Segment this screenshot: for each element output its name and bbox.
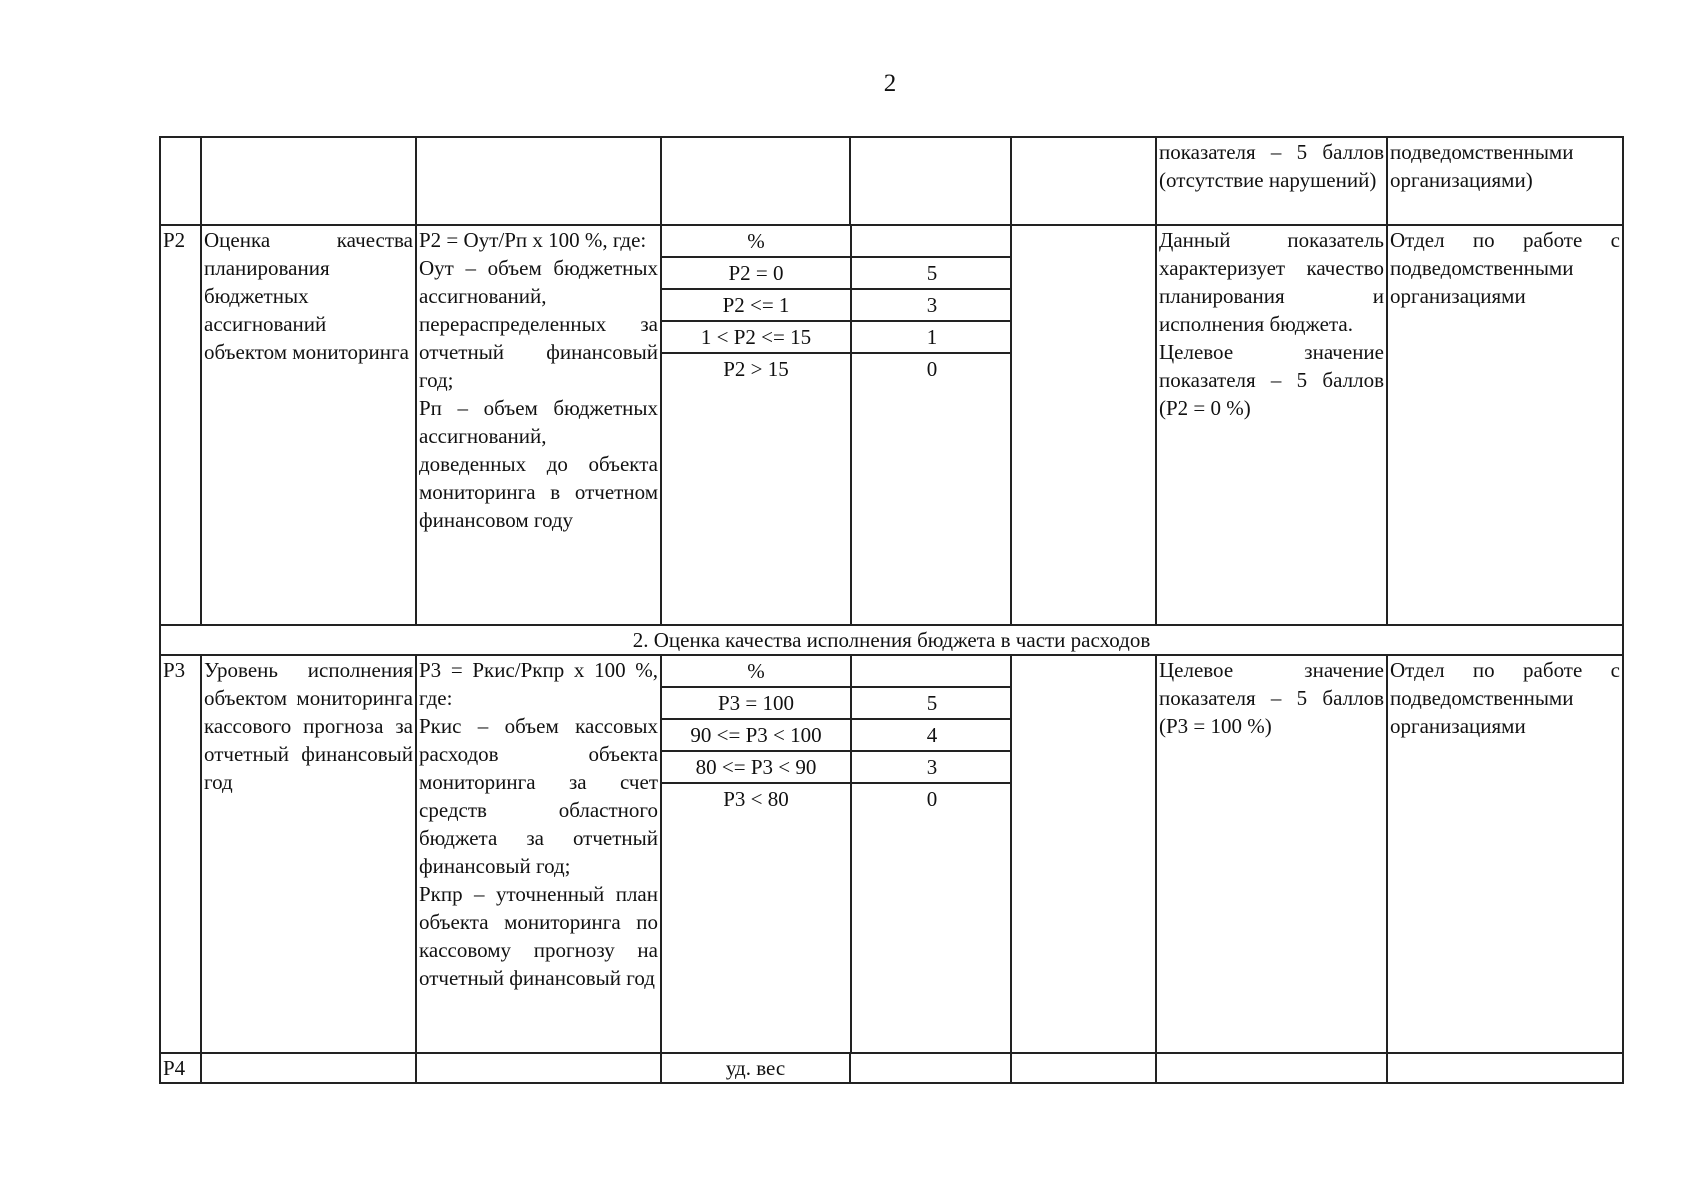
scale-condition: 80 <= P3 < 90 xyxy=(662,751,851,783)
indicators-table xyxy=(159,136,1624,1084)
scale-score: 3 xyxy=(851,751,1012,783)
target-description: Данный показатель характеризует качество планирования и исполнения бюджета. xyxy=(1159,228,1384,336)
criterion-cell xyxy=(201,137,416,225)
page-number: 2 xyxy=(883,70,897,97)
scale-condition: P3 = 100 xyxy=(662,687,851,719)
unit-label: % xyxy=(662,226,851,257)
formula-definition: Ркпр – уточненный план объекта мониторинга по кассовому прогнозу на отчетный финансовый год xyxy=(419,882,658,990)
table-row-p4 xyxy=(160,1053,1623,1083)
formula-definition: Рп – объем бюджетных ассигнований, доведенных до объекта мониторинга в отчетном финансовом году xyxy=(419,396,658,532)
target-cell: показателя – 5 баллов (отсутствие нарушений) xyxy=(1156,137,1387,225)
scale-header-row xyxy=(662,656,1012,687)
scale-score: 3 xyxy=(851,289,1012,321)
scale-condition: 1 < P2 <= 15 xyxy=(662,321,851,353)
empty-cell xyxy=(1011,655,1156,1053)
score-header xyxy=(851,656,1012,687)
scale-cell xyxy=(661,655,1011,1053)
target-cell xyxy=(1156,1053,1387,1083)
scale-condition: P3 < 80 xyxy=(662,783,851,1052)
scale-row xyxy=(662,687,1012,719)
empty-cell xyxy=(1011,137,1156,225)
scale-condition: P2 <= 1 xyxy=(662,289,851,321)
responsible-cell: Отдел по работе с подведомственными организациями xyxy=(1387,655,1623,1053)
formula-cell xyxy=(416,225,661,625)
row-id xyxy=(160,137,201,225)
table-row-p2 xyxy=(160,225,1623,625)
scale-score: 0 xyxy=(926,357,938,381)
criterion-cell: Оценка качества планирования бюджетных ассигнований объектом мониторинга xyxy=(201,225,416,625)
score-cell xyxy=(850,137,1011,225)
table-row-p3 xyxy=(160,655,1623,1053)
row-id: P4 xyxy=(160,1053,201,1083)
scale-row xyxy=(662,353,1012,624)
target-cell: Целевое значение показателя – 5 баллов (P3 = 100 %) xyxy=(1156,655,1387,1053)
formula-text: P3 = Ркис/Ркпр х 100 %, где: xyxy=(419,658,658,710)
unit-label: % xyxy=(662,656,851,687)
target-value: Целевое значение показателя – 5 баллов (P2 = 0 %) xyxy=(1159,340,1384,420)
responsible-cell: Отдел по работе с подведомственными организациями xyxy=(1387,225,1623,625)
table-row xyxy=(160,137,1623,225)
empty-cell xyxy=(1011,1053,1156,1083)
unit-cell xyxy=(661,137,850,225)
empty-cell xyxy=(1011,225,1156,625)
section-title: 2. Оценка качества исполнения бюджета в части расходов xyxy=(160,625,1623,655)
row-id: P3 xyxy=(160,655,201,1053)
scale-row xyxy=(662,751,1012,783)
score-cell xyxy=(850,1053,1011,1083)
scale-score: 0 xyxy=(926,787,938,811)
responsible-cell: подведомственными организациями) xyxy=(1387,137,1623,225)
target-cell xyxy=(1156,225,1387,625)
formula-cell xyxy=(416,655,661,1053)
scale-condition: P2 > 15 xyxy=(662,353,851,624)
scale-row xyxy=(662,321,1012,353)
scale-score: 5 xyxy=(851,257,1012,289)
unit-cell: уд. вес xyxy=(661,1053,850,1083)
formula-cell xyxy=(416,137,661,225)
scale-row xyxy=(662,257,1012,289)
formula-definition: Ркис – объем кассовых расходов объекта мониторинга за счет средств областного бюджета за отчетный финансовый год; xyxy=(419,714,658,878)
scale-score: 5 xyxy=(851,687,1012,719)
scale-header-row xyxy=(662,226,1012,257)
criterion-cell xyxy=(201,1053,416,1083)
scale-condition: 90 <= P3 < 100 xyxy=(662,719,851,751)
criterion-cell: Уровень исполнения объектом мониторинга кассового прогноза за отчетный финансовый год xyxy=(201,655,416,1053)
scale-row xyxy=(662,289,1012,321)
formula-cell xyxy=(416,1053,661,1083)
scale-row xyxy=(662,783,1012,1052)
scale-condition: P2 = 0 xyxy=(662,257,851,289)
score-scale xyxy=(662,226,1012,624)
scale-score: 4 xyxy=(851,719,1012,751)
scale-cell xyxy=(661,225,1011,625)
scale-row xyxy=(662,719,1012,751)
section-header-row xyxy=(160,625,1623,655)
responsible-cell xyxy=(1387,1053,1623,1083)
scale-score: 1 xyxy=(851,321,1012,353)
formula-text: P2 = Оут/Рп х 100 %, где: xyxy=(419,228,647,252)
formula-definition: Оут – объем бюджетных ассигнований, перераспределенных за отчетный финансовый год; xyxy=(419,256,658,392)
score-scale xyxy=(662,656,1012,1052)
score-header xyxy=(851,226,1012,257)
row-id: P2 xyxy=(160,225,201,625)
